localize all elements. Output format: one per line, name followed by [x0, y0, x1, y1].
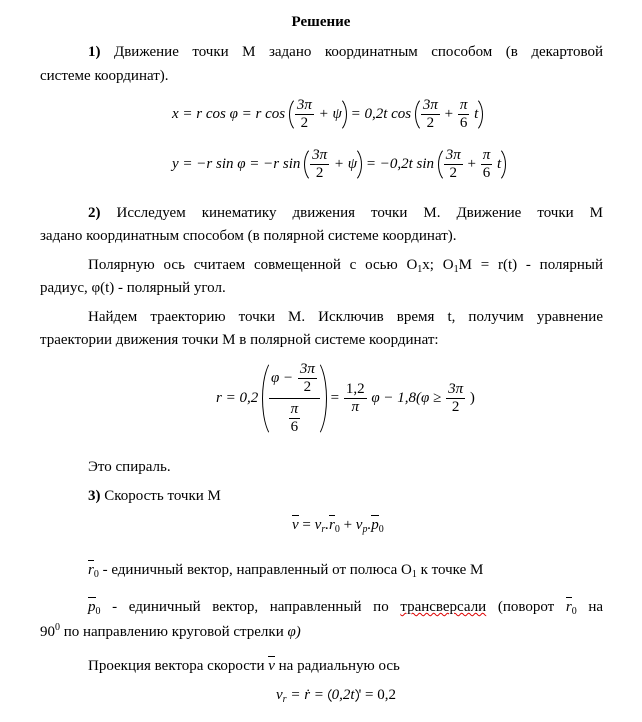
polar-axis-line1: Полярную ось считаем совмещенной с осью $O_1x$; $O_1M = r(t)$ - полярный — [88, 257, 604, 275]
equation-x: x = r cos φ = r cos $\frac{3\pi}{2}$ + ψ = 0,2t cos $\frac{3\pi}{2}$ + $\frac{\pi}{6}$ t — [172, 96, 483, 133]
equation-y: y = −r sin φ = −r sin $\frac{3\pi}{2}$ + ψ = −0,2t sin $\frac{3\pi}{2}$ + $\frac{\pi}{6}$ t — [172, 146, 506, 183]
section2-text: Исследуем кинематику движения точки М. Движение точки М — [116, 205, 604, 221]
section1-line1 — [88, 43, 603, 61]
p0-definition-line2: $90^0$ по направлению круговой стрелки φ) — [40, 622, 301, 640]
section3-text: Скорость точки М — [104, 488, 221, 504]
section2-line1 — [88, 204, 603, 222]
spellcheck-underlined-word: трансверсали — [400, 599, 487, 615]
section2-number: 2) — [88, 205, 101, 221]
equation-r: r = 0,2 φ − $\frac{3\pi}{2}$ $\frac{\pi}{6}$ = $\frac{1,2}{\pi}$ φ − 1,8(φ ≥ $\frac{3\pi}{2}$ ) — [216, 358, 475, 439]
trajectory-line1: Найдем траекторию точки М. Исключив время t, получим уравнение — [88, 309, 603, 325]
section1-line2: системе координат). — [40, 68, 169, 84]
section3-number: 3) — [88, 488, 101, 504]
page-title: Решение — [291, 14, 351, 30]
section2-line2: задано координатным способом (в полярной системе координат). — [40, 228, 457, 244]
section1-number: 1) — [88, 44, 101, 60]
p0-definition-line1: $p_0$ - единичный вектор, направленный по трансверсали (поворот $r_0$ на — [88, 599, 603, 617]
equation-velocity: $v = v_r.r_0 + v_p.p_0$ — [292, 517, 384, 535]
projection-text: Проекция вектора скорости v на радиальную ось — [88, 658, 400, 674]
section3-line — [88, 487, 221, 505]
polar-axis-line2: радиус, φ(t) - полярный угол. — [40, 280, 226, 296]
spiral-text: Это спираль. — [88, 459, 171, 475]
r0-definition: $r_0$ - единичный вектор, направленный от полюса $O_1$ к точке М — [88, 562, 484, 580]
section1-text: Движение точки М задано координатным способом (в декартовой — [113, 44, 604, 60]
trajectory-line2: траектории движения точки М в полярной системе координат: — [40, 332, 439, 348]
equation-vr: $v_r$ = ṙ = 0,2t ' = 0,2 — [276, 686, 397, 705]
